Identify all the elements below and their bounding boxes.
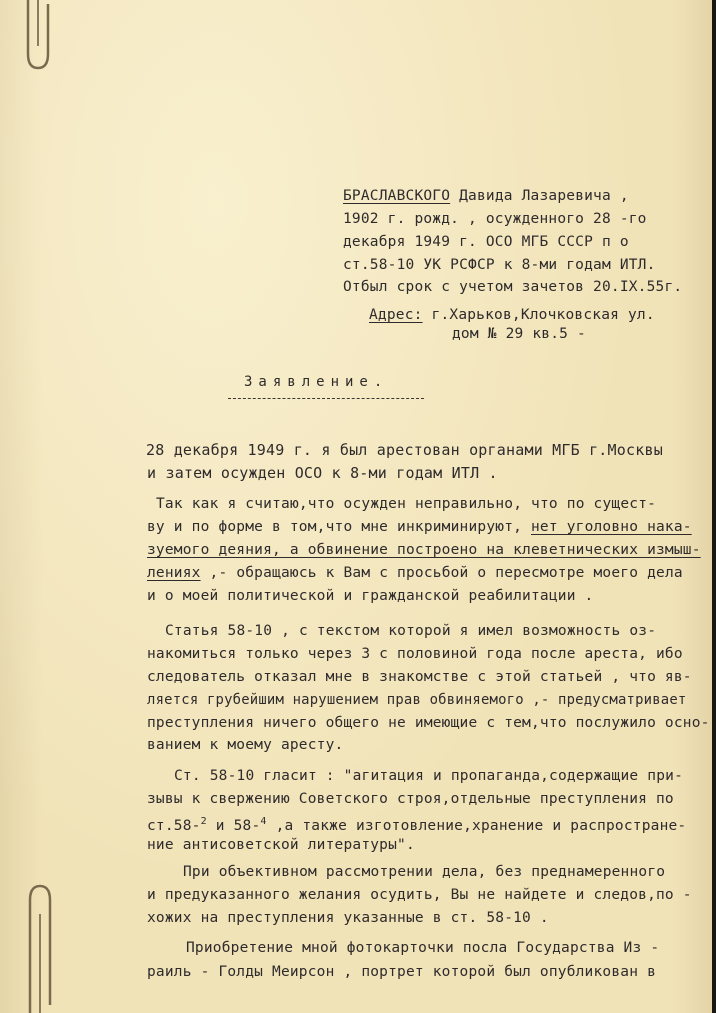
address-line-1 <box>369 305 655 325</box>
p2-line-3: зуемого деяния, а обвинение построено на клеветнических измыш- <box>147 542 701 558</box>
p2-line-4 <box>147 563 683 583</box>
surname: БРАСЛАВСКОГО <box>343 188 451 204</box>
p4-line-3-b: и 58- <box>206 818 261 834</box>
p5-line-1: При объективном рассмотрении дела, без преднамеренного <box>183 864 666 880</box>
p4-line-2: зывы к свержению Советского строя,отдельные преступления по <box>147 791 674 807</box>
p2-line-2-underlined: нет уголовно нака- <box>530 519 692 535</box>
p3-line-2: накомиться только через 3 с половиной года после ареста, ибо <box>147 646 683 662</box>
p2-line-2 <box>147 517 692 537</box>
p4-line-3-sup-2: 4 <box>260 816 267 827</box>
p1-line-2: и затем осужден ОСО к 8-ми годам ИТЛ . <box>147 464 498 482</box>
p6-line-2: раиль - Голды Меирсон , портрет которой был опубликован в <box>147 964 656 980</box>
p4-line-3-a: ст.58- <box>147 818 201 834</box>
header-line-2: 1902 г. рожд. , осужденного 28 -го <box>343 211 647 227</box>
address-street: г.Харьков,Клочковская ул. <box>422 307 655 323</box>
header-line-1 <box>343 186 629 206</box>
p6-line-1: Приобретение мной фотокарточки посла Государства Из - <box>186 940 660 956</box>
p3-line-3: следователь отказал мне в знакомстве с этой статьей , что яв- <box>147 669 692 685</box>
p3-line-1: Статья 58-10 , с текстом которой я имел возможность оз- <box>165 623 657 639</box>
header-line-4: ст.58-10 УК РСФСР к 8-ми годам ИТЛ. <box>343 257 656 273</box>
p1-line-1: 28 декабря 1949 г. я был арестован органами МГБ г.Москвы <box>146 441 663 459</box>
document-title: Заявление. <box>244 374 389 390</box>
p3-line-6: ванием к моему аресту. <box>147 737 344 753</box>
p4-line-4: ние антисоветской литературы". <box>147 837 415 853</box>
p4-line-3-c: ,а также изготовление,хранение и распростране- <box>266 818 687 834</box>
p3-line-4: ляется грубейшим нарушением прав обвиняемого ,- предусматривает <box>147 692 687 708</box>
p2-line-4-rest: ,- обращаюсь к Вам с просьбой о пересмотре моего дела <box>200 565 683 581</box>
header-line-3: декабря 1949 г. ОСО МГБ СССР п о <box>343 234 629 250</box>
p2-line-4-underlined: лениях <box>147 565 201 581</box>
address-line-2: дом № 29 кв.5 - <box>452 326 586 342</box>
p2-line-5: и о моей политической и гражданской реабилитации . <box>147 588 594 604</box>
p2-line-2-start: ву и по форме в том,что мне инкриминируют, <box>147 519 531 535</box>
p4-line-3-sup-1: 2 <box>200 816 207 827</box>
header-line-1-rest: Давида Лазаревича , <box>450 188 629 204</box>
paper-clip-bottom-icon <box>16 880 62 1013</box>
p3-line-5: преступления ничего общего не имеющие с тем,что послужило осно- <box>147 715 710 731</box>
p5-line-2: и предуказанного желания осудить, Вы не найдете и следов,по - <box>147 887 692 903</box>
address-label: Адрес: <box>369 307 423 323</box>
title-underline <box>228 398 424 399</box>
p4-line-3 <box>147 812 686 836</box>
p2-line-1: Так как я считаю,что осужден неправильно, что по сущест- <box>156 496 657 512</box>
p4-line-1: Ст. 58-10 гласит : "агитация и пропаганда,содержащие при- <box>174 768 683 784</box>
header-line-5: Отбыл срок с учетом зачетов 20.IX.55г. <box>343 279 683 295</box>
p5-line-3: хожих на преступления указанные в ст. 58-10 . <box>147 910 549 926</box>
paper-clip-top-icon <box>18 0 58 76</box>
